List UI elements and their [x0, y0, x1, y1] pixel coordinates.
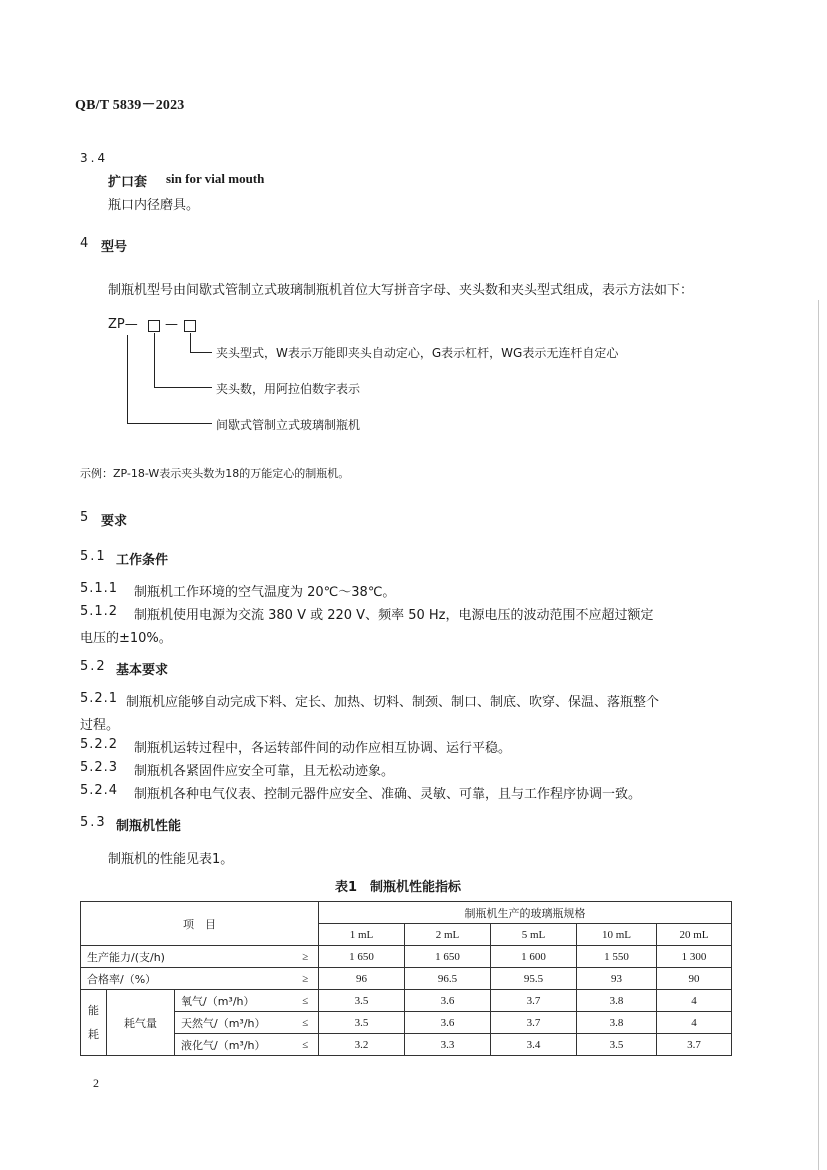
gas-consumption-label: 耗气量: [107, 990, 175, 1056]
energy-label-char-1: 能: [88, 1003, 99, 1017]
clause-5-2-2-text: 制瓶机运转过程中，各运转部件间的动作应相互协调、运行平稳。: [134, 741, 512, 756]
cell: 1 650: [319, 946, 405, 968]
clause-5-1-number: 5.1: [80, 549, 107, 564]
row-sym-natural-gas: ≤: [293, 1012, 319, 1034]
performance-table: [80, 901, 732, 1056]
type-leader-vertical: [190, 333, 191, 353]
label-machine-type: 间歇式管制立式玻璃制瓶机: [216, 418, 361, 432]
clause-5-2-1-continuation: 过程。: [80, 718, 120, 733]
clause-5-2-4-text: 制瓶机各种电气仪表、控制元器件应安全、准确、灵敏、可靠，且与工作程序协调一致。: [134, 787, 642, 802]
cell: 3.7: [491, 1012, 577, 1034]
clause-3-4-number: 3.4: [80, 151, 109, 165]
table-caption: 表1 制瓶机性能指标: [335, 880, 462, 895]
table-row: [81, 1012, 732, 1034]
page-edge-shadow: [818, 300, 819, 1170]
clause-5-1-1-number: 5.1.1: [80, 581, 119, 596]
prefix-leader-vertical: [127, 335, 128, 424]
cell: 3.6: [405, 990, 491, 1012]
cell: 3.7: [491, 990, 577, 1012]
clause-5-2-number: 5.2: [80, 659, 107, 674]
row-sym-pass-rate: ≥: [293, 968, 319, 990]
energy-label: [81, 990, 107, 1056]
clause-5-3-number: 5.3: [80, 815, 107, 830]
cell: 95.5: [491, 968, 577, 990]
clause-5-2-3-text: 制瓶机各紧固件应安全可靠，且无松动迹象。: [134, 764, 395, 779]
clause-5-1-heading: 工作条件: [116, 553, 169, 568]
size-1ml: 1 mL: [319, 924, 405, 946]
cell: 93: [577, 968, 657, 990]
row-label-oxygen: 氧气/（m³/h）: [175, 990, 293, 1012]
clause-3-4-term: 扩口套: [108, 175, 148, 190]
size-5ml: 5 mL: [491, 924, 577, 946]
cell: 3.4: [491, 1034, 577, 1056]
cell: 90: [657, 968, 732, 990]
clause-5-1-2-number: 5.1.2: [80, 604, 119, 619]
header-group: 制瓶机生产的玻璃瓶规格: [319, 902, 732, 924]
table-row: [81, 1034, 732, 1056]
cell: 4: [657, 990, 732, 1012]
cell: 96: [319, 968, 405, 990]
section-5-heading: 要求: [101, 514, 128, 529]
row-sym-capacity: ≥: [293, 946, 319, 968]
clause-5-3-heading: 制瓶机性能: [116, 819, 182, 834]
clause-5-2-4-number: 5.2.4: [80, 783, 119, 798]
count-leader-vertical: [154, 333, 155, 388]
size-2ml: 2 mL: [405, 924, 491, 946]
cell: 3.5: [319, 990, 405, 1012]
clause-5-2-1-number: 5.2.1: [80, 691, 119, 706]
clause-3-4-definition: 瓶口内径磨具。: [108, 198, 200, 213]
section-4-intro: 制瓶机型号由间歇式管制立式玻璃制瓶机首位大写拼音字母、夹头数和夹头型式组成，表示方法如下：: [108, 283, 694, 298]
clause-5-2-2-number: 5.2.2: [80, 737, 119, 752]
type-leader-horizontal: [190, 352, 212, 353]
prefix-leader-horizontal: [127, 423, 212, 424]
standard-code: QB/T 5839－2023: [75, 98, 185, 113]
clause-5-1-2-continuation: 电压的±10%。: [80, 631, 172, 646]
table-row: [81, 968, 732, 990]
section-4-number: 4: [80, 236, 89, 251]
page-number: 2: [93, 1076, 99, 1090]
size-20ml: 20 mL: [657, 924, 732, 946]
cell: 1 650: [405, 946, 491, 968]
type-box: [184, 320, 196, 332]
cell: 96.5: [405, 968, 491, 990]
cell: 3.2: [319, 1034, 405, 1056]
cell: 1 600: [491, 946, 577, 968]
cell: 4: [657, 1012, 732, 1034]
model-dash: —: [165, 317, 178, 332]
row-label-natural-gas: 天然气/（m³/h）: [175, 1012, 293, 1034]
count-box: [148, 320, 160, 332]
section-4-heading: 型号: [101, 240, 128, 255]
cell: 3.8: [577, 1012, 657, 1034]
table-row: [81, 990, 732, 1012]
clause-5-3-intro: 制瓶机的性能见表1。: [108, 852, 234, 867]
cell: 3.5: [577, 1034, 657, 1056]
label-chuck-type: 夹头型式，W表示万能即夹头自动定心，G表示杠杆，WG表示无连杆自定心: [216, 346, 619, 360]
size-10ml: 10 mL: [577, 924, 657, 946]
count-leader-horizontal: [154, 387, 212, 388]
cell: 3.8: [577, 990, 657, 1012]
row-label-lpg: 液化气/（m³/h）: [175, 1034, 293, 1056]
row-label-capacity: 生产能力/(支/h): [81, 946, 293, 968]
row-sym-oxygen: ≤: [293, 990, 319, 1012]
clause-3-4-term-en: sin for vial mouth: [166, 171, 265, 186]
cell: 1 300: [657, 946, 732, 968]
table-row: [81, 946, 732, 968]
clause-5-2-1-text: 制瓶机应能够自动完成下料、定长、加热、切料、制颈、制口、制底、吹穿、保温、落瓶整个: [126, 695, 660, 710]
model-prefix: ZP—: [108, 317, 138, 332]
label-chuck-count: 夹头数，用阿拉伯数字表示: [216, 382, 361, 396]
row-sym-lpg: ≤: [293, 1034, 319, 1056]
clause-5-2-heading: 基本要求: [116, 663, 169, 678]
clause-5-2-3-number: 5.2.3: [80, 760, 119, 775]
cell: 3.7: [657, 1034, 732, 1056]
cell: 3.3: [405, 1034, 491, 1056]
header-item: 项 目: [81, 902, 319, 946]
section-5-number: 5: [80, 510, 89, 525]
cell: 3.5: [319, 1012, 405, 1034]
clause-5-1-1-text: 制瓶机工作环境的空气温度为 20℃～38℃。: [134, 585, 396, 600]
row-label-pass-rate: 合格率/（%）: [81, 968, 293, 990]
energy-label-char-2: 耗: [88, 1027, 99, 1041]
cell: 1 550: [577, 946, 657, 968]
cell: 3.6: [405, 1012, 491, 1034]
clause-5-1-2-text: 制瓶机使用电源为交流 380 V 或 220 V、频率 50 Hz，电源电压的波动范围不应超过额定: [134, 608, 654, 623]
model-example: 示例：ZP-18-W表示夹头数为18的万能定心的制瓶机。: [80, 467, 350, 480]
